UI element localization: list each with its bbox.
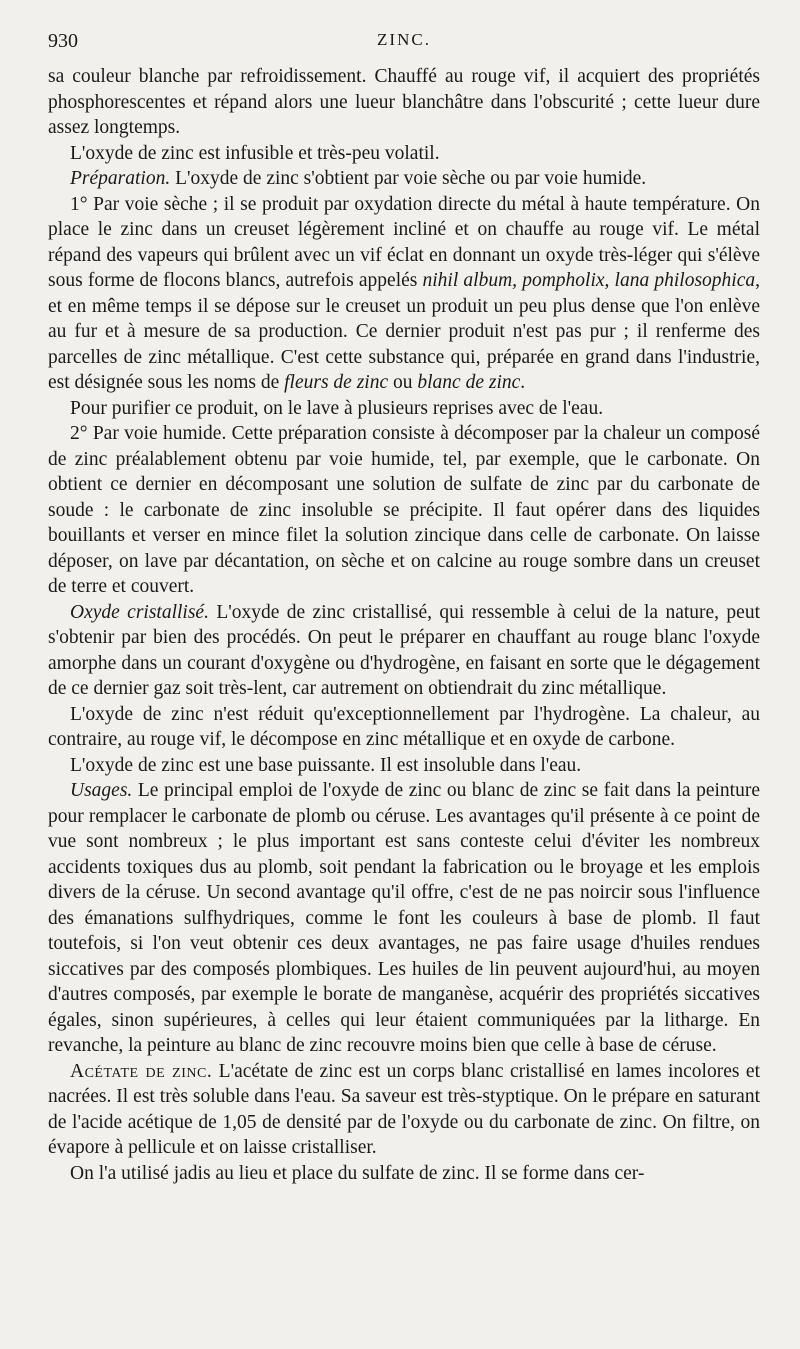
text-run: . (520, 372, 526, 393)
italic-term: Préparation. (70, 168, 171, 189)
paragraph-p10 (48, 778, 760, 1059)
text-run: 1° Par voie sèche ; il se produit par oxydation directe du métal à haute température. On place le zinc dans un creuset légèrement incliné et on chauffe au rouge vif. Le métal répand des vapeurs qui brûlent avec un vif éclat en donnant un oxyde très-léger qui s'élève sous forme de flocons blancs, autrefois appelés (48, 193, 760, 291)
paragraph-p1 (48, 64, 760, 141)
italic-term: fleurs de zinc (284, 372, 389, 393)
text-run: L'oxyde de zinc s'obtient par voie sèche ou par voie humide. (170, 168, 647, 189)
running-title: ZINC. (377, 30, 431, 49)
text-run: Le principal emploi de l'oxyde de zinc ou blanc de zinc se fait dans la peinture pour remplacer le carbonate de plomb ou céruse. Les avantages qu'il présente à ce point de vue sont nombreux ; le plus important est sans conteste celui d'éviter les nombreux accidents toxiques dus au plomb, soit pendant la fabrication ou le broyage et les emplois divers de la céruse. Un second avantage qu'il offre, c'est de ne pas noircir sous l'influence des émanations sulfhydriques, comme le font les couleurs à base de plomb. Il faut toutefois, si l'on veut obtenir ces deux avantages, ne pas faire usage d'huiles rendues siccatives par des composés plombiques. Les huiles de lin peuvent aujourd'hui, au moyen d'autres composés, par exemple le borate de manganèse, acquérir des propriétés siccatives égales, sinon supérieures, à celles qui leur étaient communiquées par la litharge. En revanche, la peinture au blanc de zinc recouvre moins bien que celle à base de céruse. (48, 780, 760, 1056)
book-page (48, 28, 760, 1186)
text-run: On l'a utilisé jadis au lieu et place du sulfate de zinc. Il se forme dans cer- (70, 1162, 645, 1184)
italic-term: Oxyde cristallisé. (70, 601, 209, 623)
section-heading: Acétate de zinc. (70, 1060, 213, 1082)
paragraph-p2 (48, 141, 760, 167)
paragraph-p8 (48, 702, 760, 753)
italic-term: nihil album, pompholix, lana philosophica (422, 270, 756, 291)
text-run: L'oxyde de zinc est infusible et très-peu volatil. (70, 142, 440, 164)
paragraph-p5 (48, 396, 760, 422)
text-run: , et en même temps il se dépose sur le creuset un produit un peu plus dense que l'on enlève au fur et à mesure de sa production. Ce dernier produit n'est pas pur ; il renferme des parcelles de zinc métallique. C'est cette substance qui, préparée en grand dans l'industrie, est désignée sous les noms de (48, 270, 760, 393)
text-run: L'oxyde de zinc cristallisé, qui ressemble à celui de la nature, peut s'obtenir par bien des procédés. On peut le préparer en chauffant au rouge blanc l'oxyde amorphe dans un courant d'oxygène ou d'hydrogène, en faisant en sorte que le dégagement de ce dernier gaz soit très-lent, car autrement on obtiendrait du zinc métallique. (48, 601, 760, 699)
text-run: L'acétate de zinc est un corps blanc cristallisé en lames incolores et nacrées. Il est très soluble dans l'eau. Sa saveur est très-styptique. On le prépare en saturant de l'acide acétique de 1,05 de densité par de l'oxyde ou du carbonate de zinc. On filtre, on évapore à pellicule et on laisse cristalliser. (48, 1060, 760, 1158)
paragraph-p3 (48, 166, 760, 192)
body-text (48, 64, 760, 1186)
italic-term: blanc de zinc (417, 372, 521, 393)
paragraph-p9 (48, 753, 760, 779)
text-run: L'oxyde de zinc est une base puissante. Il est insoluble dans l'eau. (70, 754, 582, 776)
paragraph-p7 (48, 600, 760, 702)
text-run: Pour purifier ce produit, on le lave à plusieurs reprises avec de l'eau. (70, 397, 604, 419)
text-run: L'oxyde de zinc n'est réduit qu'exceptionnellement par l'hydrogène. La chaleur, au contraire, au rouge vif, le décompose en zinc métallique et en oxyde de carbone. (48, 703, 760, 750)
paragraph-p12 (48, 1161, 760, 1187)
paragraph-p4 (48, 192, 760, 396)
italic-term: Usages. (70, 780, 133, 801)
paragraph-p11 (48, 1059, 760, 1161)
paragraph-p6 (48, 421, 760, 600)
text-run: sa couleur blanche par refroidissement. Chauffé au rouge vif, il acquiert des propriétés phosphorescentes et répand alors une lueur blanchâtre dans l'obscurité ; cette lueur dure assez longtemps. (48, 66, 760, 138)
page-header (48, 28, 760, 64)
page-number: 930 (48, 30, 78, 52)
text-run: 2° Par voie humide. Cette préparation consiste à décomposer par la chaleur un composé de zinc préalablement obtenu par voie humide, tel, par exemple, que le carbonate. On obtient ce dernier en décomposant une solution de sulfate de zinc par du carbonate de soude : le carbonate de zinc insoluble se précipite. Il faut opérer dans des liquides bouillants et verser en mince filet la solution zincique dans celle de carbonate. On laisse déposer, on lave par décantation, on sèche et on calcine au rouge sombre dans un creuset de terre et couvert. (48, 423, 760, 597)
text-run: ou (388, 372, 418, 393)
